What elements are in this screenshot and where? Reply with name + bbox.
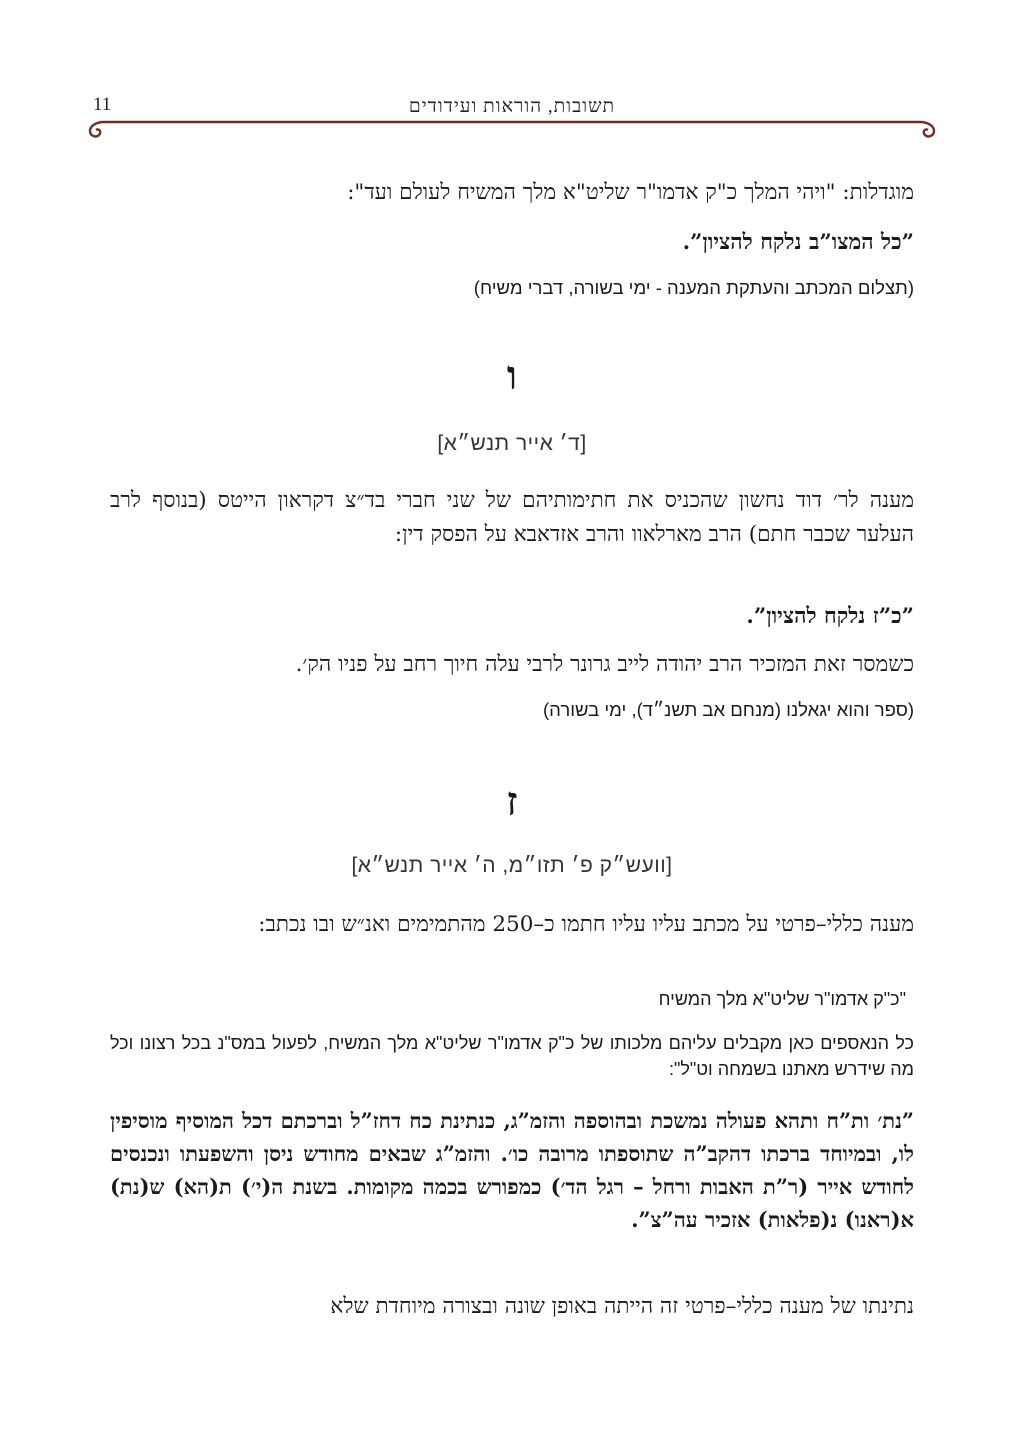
vav-paragraph2-block	[110, 648, 914, 682]
intro-block	[110, 176, 914, 210]
intro-source-block	[110, 274, 914, 302]
section-heading-zayin: ז	[506, 778, 518, 825]
vav-paragraph2: כשמסר זאת המזכיר הרב יהודה לייב גרונר לרבי עלה חיוך רחב על פניו הק׳.	[295, 652, 914, 677]
section-date-zayin: [וועש״ק פ׳ תזו״מ, ה׳ אייר תנש״א]	[351, 854, 673, 877]
vav-paragraph: מענה לר׳ דוד נחשון שהכניס את חתימותיהם של שני חברי בד״צ דקראון הייטס (בנוסף לרב העלער שכבר חתם) הרב מארלאוו והרב אזדאבא על הפסק דין:	[110, 488, 914, 547]
intro-quote: ”כל המצו”ב נלקח להציון”.	[682, 230, 914, 255]
vav-source-block	[110, 696, 914, 724]
intro-quote-block	[110, 226, 914, 260]
vav-source: (ספר והוא יגאלנו (מנחם אב תשנ״ד), ימי בשורה)	[543, 699, 914, 720]
section-date-vav: [ד׳ אייר תנש״א]	[437, 432, 587, 455]
section-heading-vav: ו	[506, 352, 518, 399]
running-header-title: תשובות, הוראות ועידודים	[408, 96, 616, 117]
zayin-paragraph-block	[110, 908, 914, 942]
zayin-paragraph: מענה כללי–פרטי על מכתב עליו עליו חתמו כ–250 מהתמימים ואנ״ש ובו נכתב:	[258, 912, 914, 937]
intro-source: (תצלום המכתב והעתקת המענה - ימי בשורה, דברי משיח)	[473, 277, 914, 298]
zayin-answer-block	[110, 1104, 914, 1236]
zayin-letter-heading: "כ"ק אדמו"ר שליט"א מלך המשיח	[658, 989, 906, 1009]
zayin-letter-body: כל הנאספים כאן מקבלים עליהם מלכותו של כ"ק אדמו"ר שליט"א מלך המשיח, לפעול במס"נ בכל רצונו וכל מה שידרש מאתנו בשמחה וט"ל":	[110, 1033, 914, 1079]
zayin-letter-body-block	[110, 1030, 914, 1082]
intro-line: מוגדלות: "ויהי המלך כ"ק אדמו"ר שליט"א מלך המשיח לעולם ועד":	[347, 180, 914, 205]
zayin-answer: ”נת׳ ות”ח ותהא פעולה נמשכת ובהוספה והזמ”ג, כנתינת כח דחז”ל וברכתם דכל המוסיף מוסיפין לו, ובמיוחד ברכתו דהקב”ה שתוספתו מרובה כו׳. והזמ”ג שבאים מחודש ניסן והשפעתו ונכנסים לחודש אייר (ר”ת האבות ורחל – רגל הד׳) כמפורש בכמה מקומות. בשנת ה(י׳) ת(הא) ש(נת) א(ראנו) נ(פלאות) אזכיר עה”צ”.	[110, 1108, 914, 1232]
header-ornament-rule	[82, 114, 942, 144]
vav-quote: ”כ”ז נלקח להציון”.	[746, 604, 914, 629]
zayin-last-paragraph-block	[110, 1290, 914, 1324]
zayin-letter-heading-block	[110, 986, 914, 1012]
zayin-last-paragraph: נתינתו של מענה כללי–פרטי זה הייתה באופן שונה ובצורה מיוחדת שלא	[330, 1294, 914, 1319]
vav-quote-block	[110, 600, 914, 634]
page-number: 11	[93, 94, 112, 115]
vav-paragraph-block	[110, 484, 914, 552]
